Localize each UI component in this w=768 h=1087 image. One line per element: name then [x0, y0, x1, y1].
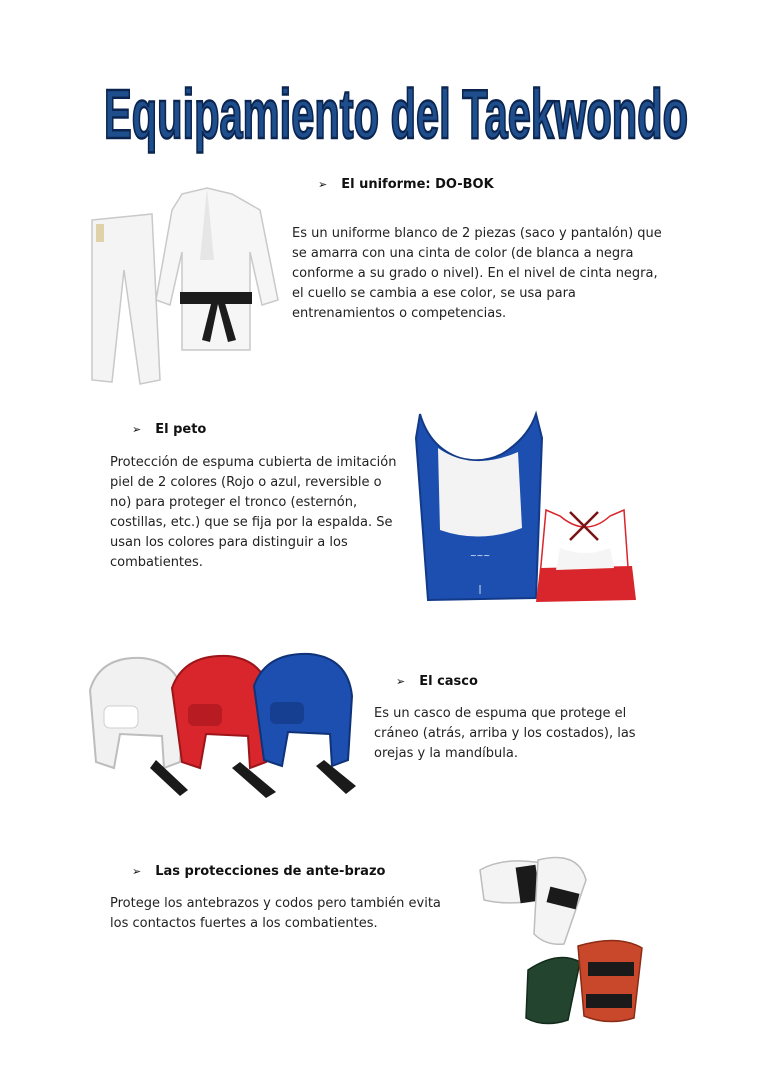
arrowhead-bullet-icon: ➢ [318, 178, 328, 191]
page-title [96, 60, 696, 170]
heading-text: El uniforme: DO-BOK [341, 177, 494, 192]
uniform-image [82, 180, 282, 390]
heading-text: Las protecciones de ante-brazo [155, 864, 386, 879]
svg-text:~~~: ~~~ [469, 551, 491, 560]
section-text-antebrazo: Protege los antebrazos y codos pero también evita los contactos fuertes a los combatientes. [110, 896, 441, 931]
arrowhead-bullet-icon: ➢ [132, 865, 142, 878]
section-heading-antebrazo [132, 864, 385, 879]
section-text-casco: Es un casco de espuma que protege el cráneo (atrás, arriba y los costados), las orejas y la mandíbula. [374, 706, 636, 761]
chest-protector-image [410, 408, 650, 613]
section-heading-casco [396, 674, 478, 689]
section-heading-peto [132, 422, 206, 437]
helmets-image [80, 650, 356, 798]
forearm-guards-image [468, 850, 652, 1030]
page-title-text: Equipamiento del Taekwondo [104, 75, 688, 153]
heading-text: El peto [155, 422, 207, 437]
arrowhead-bullet-icon: ➢ [132, 423, 142, 436]
arrowhead-bullet-icon: ➢ [396, 675, 406, 688]
section-text-uniform: Es un uniforme blanco de 2 piezas (saco y pantalón) que se amarra con una cinta de color (de blanca a negra conforme a su grado o nivel). En el nivel de cinta negra, el cuello se cambia a ese color, se usa para entrenamientos o competencias. [292, 226, 662, 321]
section-text-peto: Protección de espuma cubierta de imitación piel de 2 colores (Rojo o azul, reversible o no) para proteger el tronco (esternón, costillas, etc.) que se fija por la espalda. Se usan los colores para distinguir a los combatientes. [110, 455, 397, 570]
heading-text: El casco [419, 674, 478, 689]
section-heading-uniform [318, 177, 494, 192]
svg-text:|: | [478, 585, 482, 595]
